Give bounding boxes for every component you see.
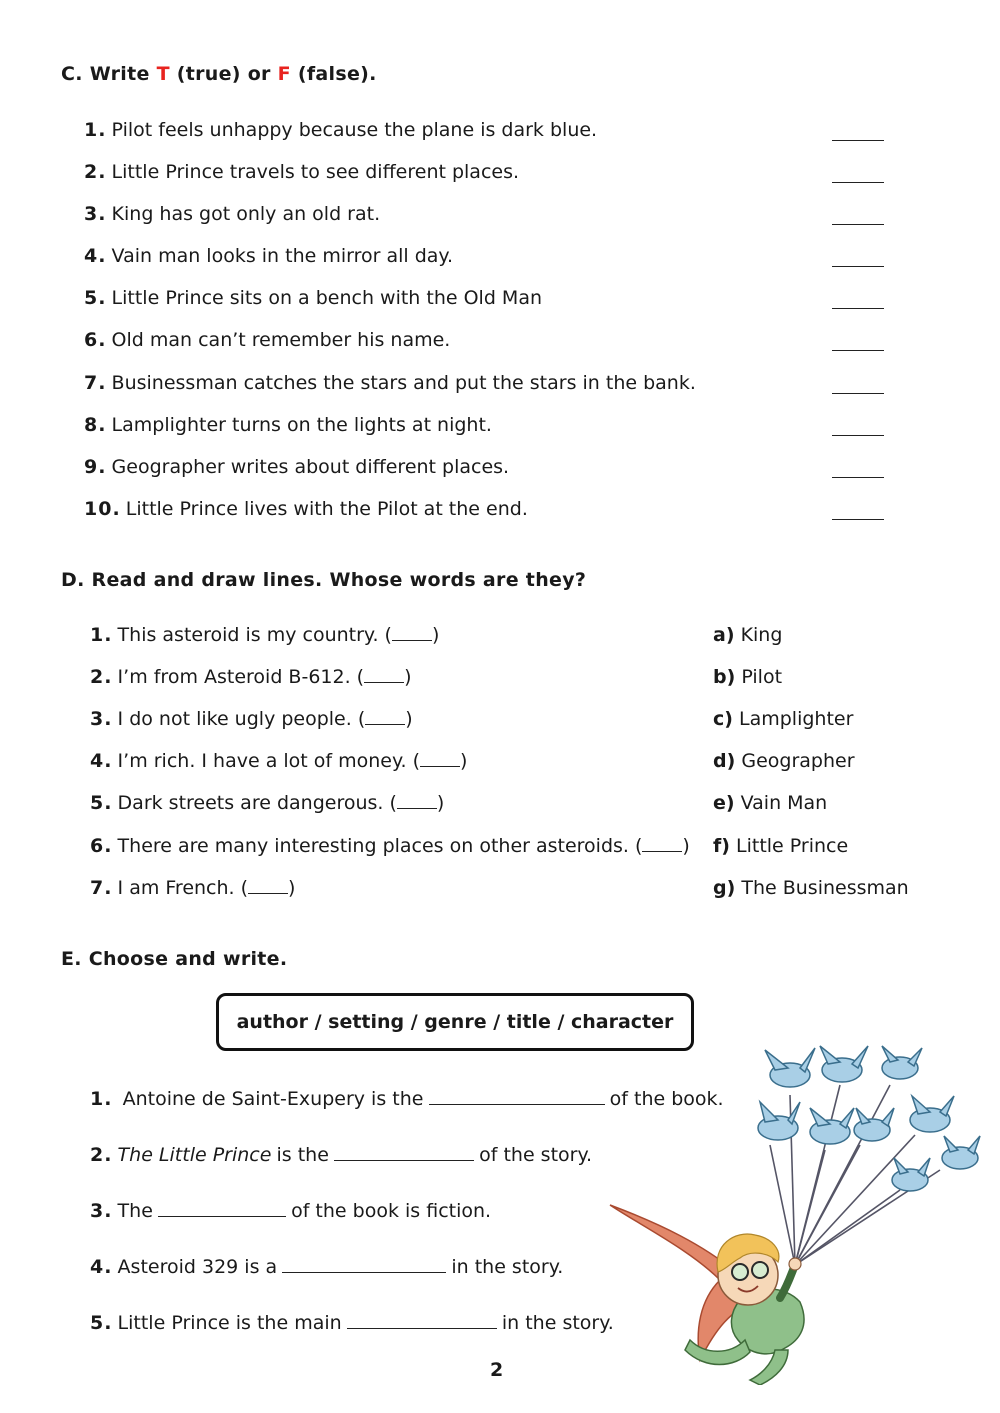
item-number: 5. xyxy=(90,1312,113,1334)
bird-icon xyxy=(820,1046,868,1082)
option-letter: f) xyxy=(713,835,730,857)
section-e-title: Choose and write. xyxy=(88,948,288,970)
answer-line[interactable] xyxy=(832,350,884,351)
quote-item xyxy=(90,708,413,730)
quote-text: I do not like ugly people. ( xyxy=(117,708,366,730)
answer-line[interactable] xyxy=(832,435,884,436)
option-item xyxy=(713,624,782,646)
sentence-before: Asteroid 329 is a xyxy=(117,1256,278,1278)
option-item xyxy=(713,750,855,772)
true-desc: (true) or xyxy=(169,63,278,85)
section-c-pre: Write xyxy=(89,63,157,85)
option-letter: a) xyxy=(713,624,735,646)
statement-text: Old man can’t remember his name. xyxy=(111,329,451,351)
sentence-before: Antoine de Saint-Exupery is the xyxy=(122,1088,424,1110)
statement-text: Vain man looks in the mirror all day. xyxy=(111,245,454,267)
false-desc: (false). xyxy=(290,63,377,85)
item-number: 2. xyxy=(90,1144,113,1166)
sentence-after: of the story. xyxy=(479,1144,593,1166)
answer-blank[interactable] xyxy=(365,709,405,725)
statement-text: Geographer writes about different places. xyxy=(111,456,510,478)
fill-item xyxy=(90,1256,563,1278)
list-item xyxy=(84,245,453,267)
list-item xyxy=(84,287,542,309)
close-paren: ) xyxy=(431,624,440,646)
fill-item xyxy=(90,1312,614,1334)
list-item xyxy=(84,414,492,436)
bird-icon xyxy=(892,1158,930,1191)
section-d-title: Read and draw lines. Whose words are they? xyxy=(91,569,587,591)
bird-icon xyxy=(765,1048,815,1087)
quote-item xyxy=(90,792,444,814)
item-number: 1. xyxy=(90,624,113,646)
option-item xyxy=(713,792,827,814)
item-number: 1. xyxy=(90,1088,113,1110)
item-number: 2. xyxy=(84,161,107,183)
answer-blank[interactable] xyxy=(248,878,288,894)
answer-blank[interactable] xyxy=(364,667,404,683)
item-number: 8. xyxy=(84,414,107,436)
prince-hand xyxy=(789,1258,801,1270)
statement-text: King has got only an old rat. xyxy=(111,203,381,225)
option-item xyxy=(713,708,853,730)
answer-line[interactable] xyxy=(832,477,884,478)
close-paren: ) xyxy=(460,750,468,772)
statement-text: Little Prince sits on a bench with the Old Man xyxy=(111,287,543,309)
sentence-after: in the story. xyxy=(501,1312,614,1334)
option-name: Pilot xyxy=(741,666,783,688)
option-letter: g) xyxy=(713,877,736,899)
list-item xyxy=(84,119,597,141)
list-item xyxy=(84,372,696,394)
item-number: 4. xyxy=(90,750,113,772)
quote-item xyxy=(90,750,467,772)
false-letter: F xyxy=(277,63,291,85)
answer-blank[interactable] xyxy=(397,793,437,809)
close-paren: ) xyxy=(288,877,296,899)
close-paren: ) xyxy=(404,666,412,688)
option-name: King xyxy=(740,624,783,646)
option-letter: b) xyxy=(713,666,736,688)
option-name: Vain Man xyxy=(740,792,828,814)
list-item xyxy=(84,498,528,520)
list-item xyxy=(84,329,450,351)
quote-item xyxy=(90,624,439,646)
statement-text: Pilot feels unhappy because the plane is dark blue. xyxy=(111,119,598,141)
quote-text: I’m from Asteroid B-612. ( xyxy=(117,666,365,688)
option-item xyxy=(713,835,848,857)
section-c-label: C. xyxy=(61,63,83,85)
item-number: 5. xyxy=(84,287,107,309)
option-name: Little Prince xyxy=(736,835,849,857)
fill-item xyxy=(90,1144,592,1166)
answer-line[interactable] xyxy=(832,308,884,309)
book-title: The Little Prince xyxy=(117,1144,272,1166)
page-number: 2 xyxy=(490,1359,504,1381)
true-letter: T xyxy=(156,63,170,85)
bird-icon xyxy=(810,1108,854,1144)
statement-text: Little Prince travels to see different places. xyxy=(111,161,520,183)
option-name: Geographer xyxy=(741,750,855,772)
statement-text: Lamplighter turns on the lights at night. xyxy=(111,414,492,436)
list-item xyxy=(84,203,380,225)
close-paren: ) xyxy=(405,708,413,730)
section-d-label: D. xyxy=(61,569,85,591)
option-name: Lamplighter xyxy=(739,708,854,730)
bird-icon xyxy=(910,1096,954,1132)
quote-text: There are many interesting places on other asteroids. ( xyxy=(117,835,643,857)
answer-blank[interactable] xyxy=(282,1257,446,1273)
item-number: 4. xyxy=(84,245,107,267)
quote-text: I am French. ( xyxy=(117,877,249,899)
item-number: 7. xyxy=(90,877,113,899)
item-number: 1. xyxy=(84,119,107,141)
answer-line[interactable] xyxy=(832,182,884,183)
list-item xyxy=(84,161,519,183)
bird-icon xyxy=(758,1102,800,1140)
option-item xyxy=(713,666,782,688)
section-e-label: E. xyxy=(61,948,82,970)
sentence-after: in the story. xyxy=(451,1256,564,1278)
answer-line[interactable] xyxy=(832,393,884,394)
option-name: The Businessman xyxy=(741,877,909,899)
close-paren: ) xyxy=(682,835,690,857)
quote-text: Dark streets are dangerous. ( xyxy=(117,792,397,814)
item-number: 2. xyxy=(90,666,113,688)
item-number: 3. xyxy=(90,1200,113,1222)
item-number: 6. xyxy=(84,329,107,351)
option-item xyxy=(713,877,909,899)
item-number: 5. xyxy=(90,792,113,814)
answer-line[interactable] xyxy=(832,224,884,225)
quote-item xyxy=(90,877,295,899)
quote-text: This asteroid is my country. ( xyxy=(117,624,392,646)
word-bank-text: author / setting / genre / title / character xyxy=(236,1011,674,1033)
answer-line[interactable] xyxy=(832,266,884,267)
answer-blank[interactable] xyxy=(420,751,460,767)
item-number: 3. xyxy=(84,203,107,225)
blue-birds xyxy=(758,1046,980,1191)
little-prince-illustration xyxy=(600,1040,1000,1385)
sentence-before: is the xyxy=(276,1144,329,1166)
answer-blank[interactable] xyxy=(642,836,682,852)
section-e-heading xyxy=(61,948,287,970)
answer-blank[interactable] xyxy=(334,1145,474,1161)
option-letter: e) xyxy=(713,792,735,814)
item-number: 10. xyxy=(84,498,121,520)
answer-line[interactable] xyxy=(832,519,884,520)
answer-blank[interactable] xyxy=(392,625,432,641)
statement-text: Businessman catches the stars and put the stars in the bank. xyxy=(111,372,696,394)
statement-text: Little Prince lives with the Pilot at the end. xyxy=(125,498,528,520)
answer-blank[interactable] xyxy=(347,1313,497,1329)
close-paren: ) xyxy=(436,792,445,814)
quote-item xyxy=(90,666,412,688)
bird-icon xyxy=(854,1108,894,1141)
quote-text: I’m rich. I have a lot of money. ( xyxy=(117,750,421,772)
item-number: 9. xyxy=(84,456,107,478)
quote-item xyxy=(90,835,690,857)
section-d-heading xyxy=(61,569,586,591)
section-c-heading xyxy=(61,63,377,85)
sentence-after: of the book. xyxy=(609,1088,724,1110)
answer-blank[interactable] xyxy=(429,1089,605,1105)
option-letter: d) xyxy=(713,750,736,772)
sentence-after: of the book is fiction. xyxy=(291,1200,492,1222)
list-item xyxy=(84,456,509,478)
sentence-before: Little Prince is the main xyxy=(117,1312,342,1334)
option-letter: c) xyxy=(713,708,733,730)
item-number: 7. xyxy=(84,372,107,394)
answer-blank[interactable] xyxy=(158,1201,286,1217)
bird-icon xyxy=(942,1136,980,1169)
bird-icon xyxy=(882,1046,922,1079)
item-number: 4. xyxy=(90,1256,113,1278)
item-number: 3. xyxy=(90,708,113,730)
item-number: 6. xyxy=(90,835,113,857)
sentence-before: The xyxy=(117,1200,153,1222)
answer-line[interactable] xyxy=(832,140,884,141)
fill-item xyxy=(90,1200,491,1222)
